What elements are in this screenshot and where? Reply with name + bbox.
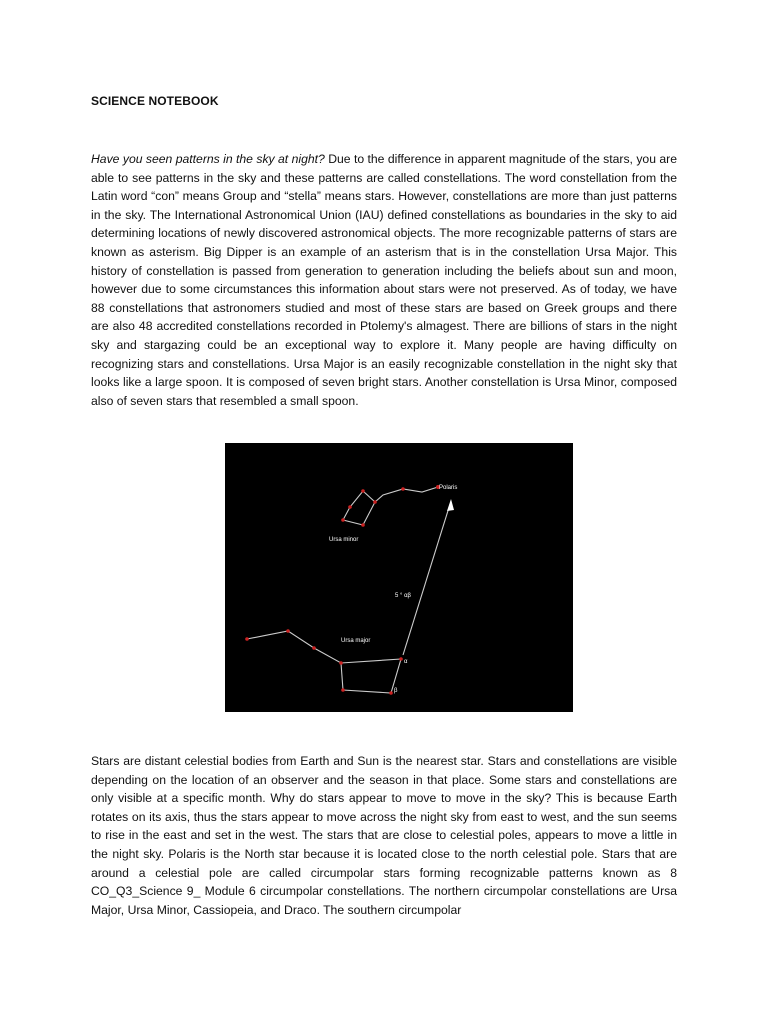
label-polaris: Polaris	[439, 485, 458, 491]
intro-body: Due to the difference in apparent magnitude of the stars, you are able to see patterns in the sky and these patterns are called constellations. The word constellation from the Latin word “con” means Group and “stella” means stars. However, constellations are more than just patterns in the sky. The International Astronomical Union (IAU) defined constellations as boundaries in the sky to aid determining locations of newly discovered astronomical objects. The more recognizable patterns of stars are known as asterism. Big Dipper is an example of an asterism that is in the constellation Ursa Major. This history of constellation is passed from generation to generation including the beliefs about sun and moon, however due to some circumstances this information about stars were not preserved. As of today, we have 88 constellations that astronomers studied and most of these stars are based on Greek groups and there are also 48 accredited constellations recorded in Ptolemy's almagest. There are billions of stars in the night sky and stargazing could be an exceptional way to explore it. Many people are having difficulty on recognizing stars and constellations. Ursa Major is an easily recognizable constellation in the night sky that looks like a large spoon. It is composed of seven bright stars. Another constellation is Ursa Minor, composed also of seven stars that resembled a small spoon.	[91, 152, 677, 408]
intro-question: Have you seen patterns in the sky at night?	[91, 152, 325, 166]
constellation-svg	[225, 443, 573, 712]
intro-paragraph	[91, 150, 677, 410]
ursa-minor-lines	[343, 487, 438, 525]
stars	[245, 485, 440, 695]
label-alpha: α	[404, 659, 408, 665]
label-ursa-minor: Ursa minor	[329, 537, 359, 543]
label-distance: 5 ° αβ	[395, 593, 411, 599]
label-ursa-major: Ursa major	[341, 638, 371, 644]
label-beta: β	[394, 688, 398, 694]
stars-paragraph: Stars are distant celestial bodies from Earth and Sun is the nearest star. Stars and constellations are visible depending on the location of an observer and the season in that place. Some stars and constellations are only visible at a specific month. Why do stars appear to move to move in the sky? This is because Earth rotates on its axis, thus the stars appear to move across the night sky from east to west, and the sun seems to rise in the east and set in the west. The stars that are close to celestial poles, appears to move a little in the night sky. Polaris is the North star because it is located close to the north celestial pole. Stars that are around a celestial pole are called circumpolar stars forming recognizable patterns known as 8 CO_Q3_Science 9_ Module 6 circumpolar constellations. The northern circumpolar constellations are Ursa Major, Ursa Minor, Cassiopeia, and Draco. The southern circumpolar	[91, 754, 677, 917]
notebook-heading: SCIENCE NOTEBOOK	[91, 94, 219, 108]
arrow-head-icon	[447, 499, 454, 511]
constellation-diagram	[225, 443, 573, 712]
pointer-line	[403, 501, 451, 655]
ursa-major-lines	[247, 631, 401, 693]
